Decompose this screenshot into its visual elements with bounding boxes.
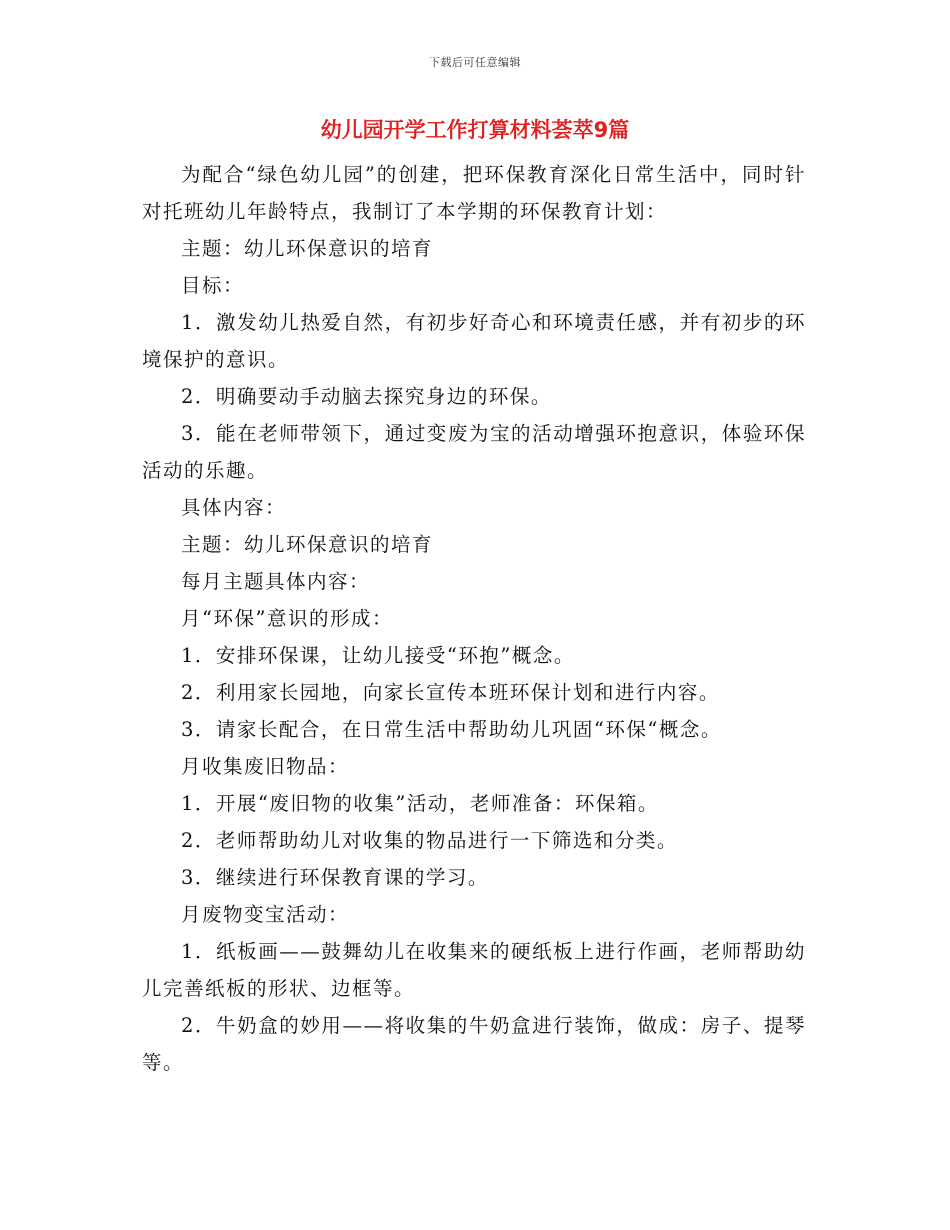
paragraph: 2．明确要动手动脑去探究身边的环保。 <box>181 385 552 408</box>
paragraph: 1．安排环保课，让幼儿接受“环抱”概念。 <box>181 644 575 667</box>
paragraph: 主题：幼儿环保意识的培育 <box>181 237 434 260</box>
paragraph: 2．牛奶盒的妙用——将收集的牛奶盒进行装饰，做成：房子、提琴等。 <box>142 1014 806 1074</box>
document-title: 幼儿园开学工作打算材料荟萃9篇 <box>320 118 630 142</box>
paragraph: 目标： <box>181 274 245 297</box>
paragraph: 3．继续进行环保教育课的学习。 <box>181 866 489 889</box>
paragraph: 每月主题具体内容： <box>181 570 371 593</box>
paragraph: 月“环保”意识的形成： <box>181 607 393 630</box>
paragraph: 2．老师帮助幼儿对收集的物品进行一下筛选和分类。 <box>181 829 678 852</box>
paragraph: 1．开展“废旧物的收集”活动，老师准备：环保箱。 <box>181 792 659 815</box>
paragraph: 主题：幼儿环保意识的培育 <box>181 533 434 556</box>
paragraph: 月收集废旧物品： <box>181 755 350 778</box>
paragraph: 1．纸板画——鼓舞幼儿在收集来的硬纸板上进行作画，老师帮助幼儿完善纸板的形状、边框等。 <box>142 940 806 1000</box>
paragraph: 具体内容： <box>181 496 287 519</box>
paragraph: 2．利用家长园地，向家长宣传本班环保计划和进行内容。 <box>181 681 720 704</box>
document-body <box>142 156 806 1081</box>
paragraph: 月废物变宝活动： <box>181 903 350 926</box>
page-header-note: 下载后可任意编辑 <box>429 56 521 69</box>
paragraph: 3．能在老师带领下，通过变废为宝的活动增强环抱意识，体验环保活动的乐趣。 <box>142 422 806 482</box>
paragraph: 为配合“绿色幼儿园”的创建，把环保教育深化日常生活中，同时针对托班幼儿年龄特点，我制订了本学期的环保教育计划： <box>142 163 806 223</box>
paragraph: 3．请家长配合，在日常生活中帮助幼儿巩固“环保“概念。 <box>181 718 722 741</box>
paragraph: 1．激发幼儿热爱自然，有初步好奇心和环境责任感，并有初步的环境保护的意识。 <box>142 311 806 371</box>
